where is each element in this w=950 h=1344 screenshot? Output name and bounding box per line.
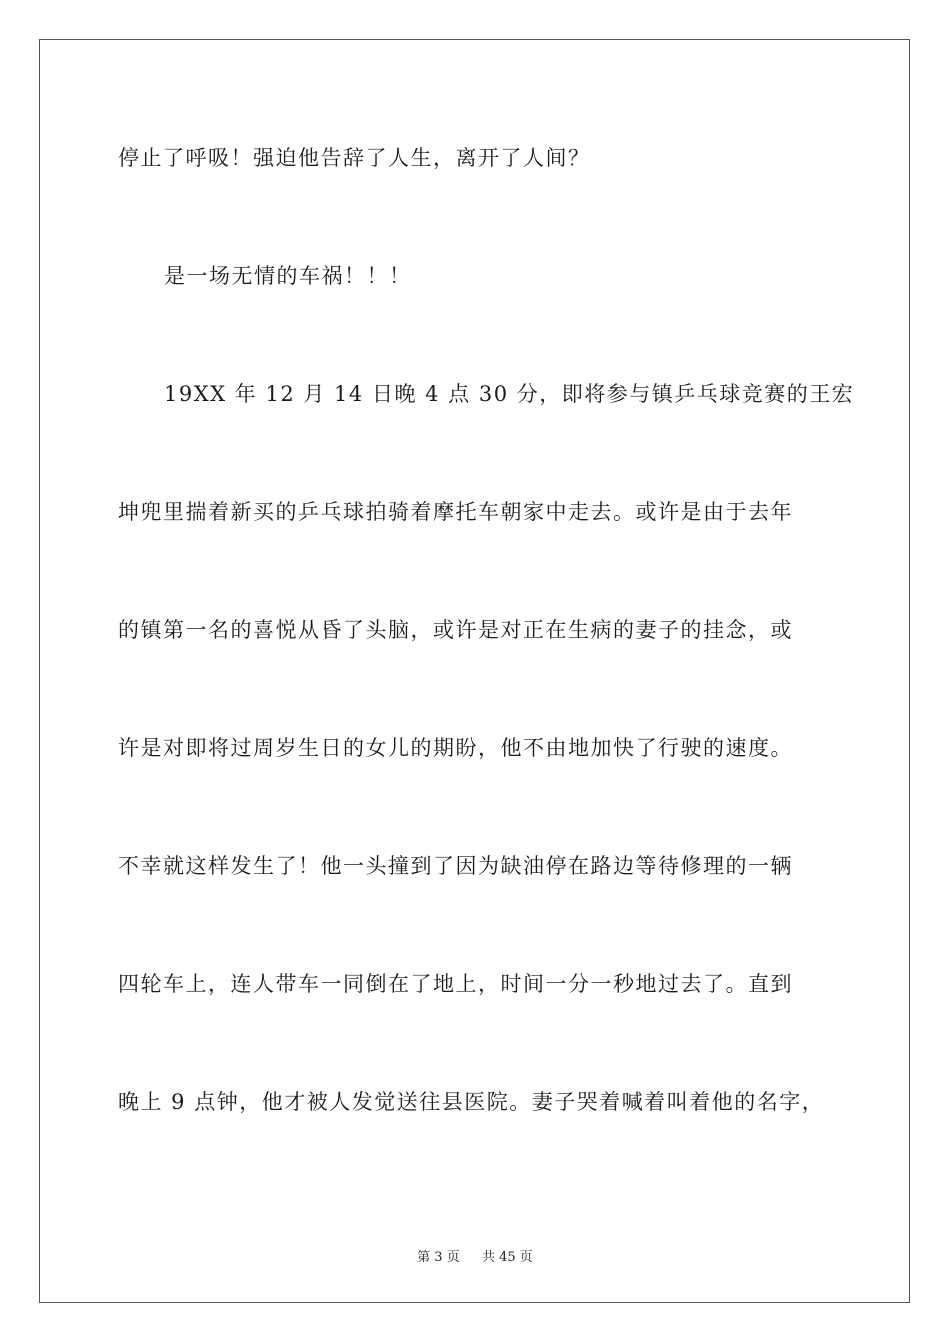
total-pages: 共 45 页 [482,1250,533,1265]
document-body [118,128,855,1190]
text-line: 19XX 年 12 月 14 日晚 4 点 30 分，即将参与镇乒乓球竞赛的王宏 [164,382,855,406]
text-line: 晚上 9 点钟，他才被人发觉送往县医院。妻子哭着喊着叫着他的名字， [118,1090,825,1114]
text-line: 许是对即将过周岁生日的女儿的期盼，他不由地加快了行驶的速度。 [118,736,793,760]
page-number: 第 3 页 [417,1250,460,1265]
text-line: 不幸就这样发生了！他一头撞到了因为缺油停在路边等待修理的一辆 [118,854,793,878]
page-footer [0,1246,950,1265]
text-line: 四轮车上，连人带车一同倒在了地上，时间一分一秒地过去了。直到 [118,972,793,996]
text-line: 是一场无情的车祸！！！ [164,264,412,288]
text-line: 的镇第一名的喜悦从昏了头脑，或许是对正在生病的妻子的挂念，或 [118,618,793,642]
text-line: 停止了呼吸！强迫他告辞了人生，离开了人间？ [118,146,591,170]
text-line: 坤兜里揣着新买的乒乓球拍骑着摩托车朝家中走去。或许是由于去年 [118,500,793,524]
